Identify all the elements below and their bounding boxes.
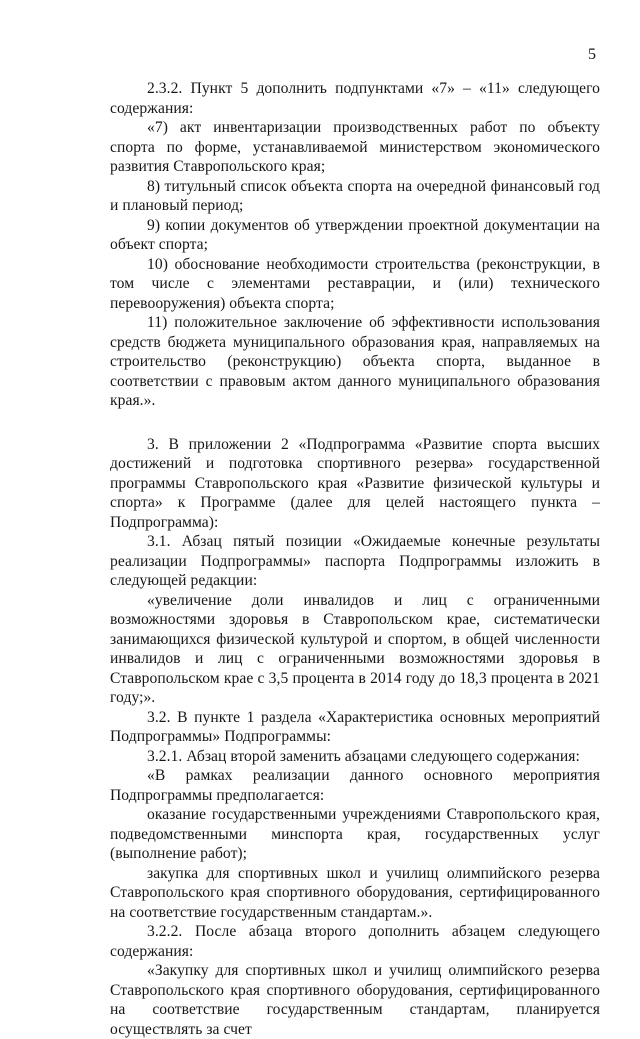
paragraph-state-services: оказание государственными учреждениями Ставропольского края, подведомственными минспорта края, государственных услуг (выполнение работ); xyxy=(110,806,600,862)
paragraph-quote-disabled-share: «увеличение доли инвалидов и лиц с ограниченными возможностями здоровья в Ставропольском крае, систематически занимающихся физической культурой и спортом, в общей численности инвалидов и лиц с ограниченными возможностями здоровья в Ставропольском крае с 3,5 процента в 2014 году до 18,3 процента в 2021 году;». xyxy=(110,591,600,706)
section-gap xyxy=(110,411,600,435)
document-body xyxy=(110,79,600,1039)
page-number: 5 xyxy=(588,46,596,63)
paragraph-item-7: «7) акт инвентаризации производственных работ по объекту спорта по форме, устанавливаемой министерством экономического развития Ставропольского края; xyxy=(110,119,600,175)
paragraph-3: 3. В приложении 2 «Подпрограмма «Развитие спорта высших достижений и подготовка спортивного резерва» государственной программы Ставропольского края «Развитие физической культуры и спорта» к Программе (далее для целей настоящего пункта – Подпрограмма): xyxy=(110,435,600,531)
paragraph-3-2-1: 3.2.1. Абзац второй заменить абзацами следующего содержания: xyxy=(147,747,580,765)
paragraph-item-11: 11) положительное заключение об эффективности использования средств бюджета муниципального образования края, направляемых на строительство (реконструкцию) объекта спорта, выданное в соответствии с правовым актом данного муниципального образования края.». xyxy=(110,314,600,409)
paragraph-equipment-purchase: закупка для спортивных школ и училищ олимпийского резерва Ставропольского края спортивного оборудования, сертифицированного на соответствие государственным стандартам.». xyxy=(110,864,600,921)
paragraph-item-8: 8) титульный список объекта спорта на очередной финансовый год и плановый период; xyxy=(110,177,600,214)
paragraph-3-1: 3.1. Абзац пятый позиции «Ожидаемые конечные результаты реализации Подпрограммы» паспорта Подпрограммы изложить в следующей редакции: xyxy=(110,533,600,589)
paragraph-3-2: 3.2. В пункте 1 раздела «Характеристика основных мероприятий Подпрограммы» Подпрограммы: xyxy=(110,708,600,745)
paragraph-item-10: 10) обоснование необходимости строительства (реконструкции, в том числе с элементами реставрации, и (или) технического перевооружения) объекта спорта; xyxy=(110,255,600,312)
paragraph-quote-main-measure: «В рамках реализации данного основного мероприятия Подпрограммы предполагается: xyxy=(110,767,600,804)
paragraph-2-3-2: 2.3.2. Пункт 5 дополнить подпунктами «7» – «11» следующего содержания: xyxy=(110,80,600,117)
paragraph-item-9: 9) копии документов об утверждении проектной документации на объект спорта; xyxy=(110,216,600,253)
paragraph-3-2-2: 3.2.2. После абзаца второго дополнить абзацем следующего содержания: xyxy=(110,923,600,960)
paragraph-quote-funding: «Закупку для спортивных школ и училищ олимпийского резерва Ставропольского края спортивного оборудования, сертифицированного на соответствие государственным стандартам, планируется осуществлять за счет xyxy=(110,962,600,1038)
